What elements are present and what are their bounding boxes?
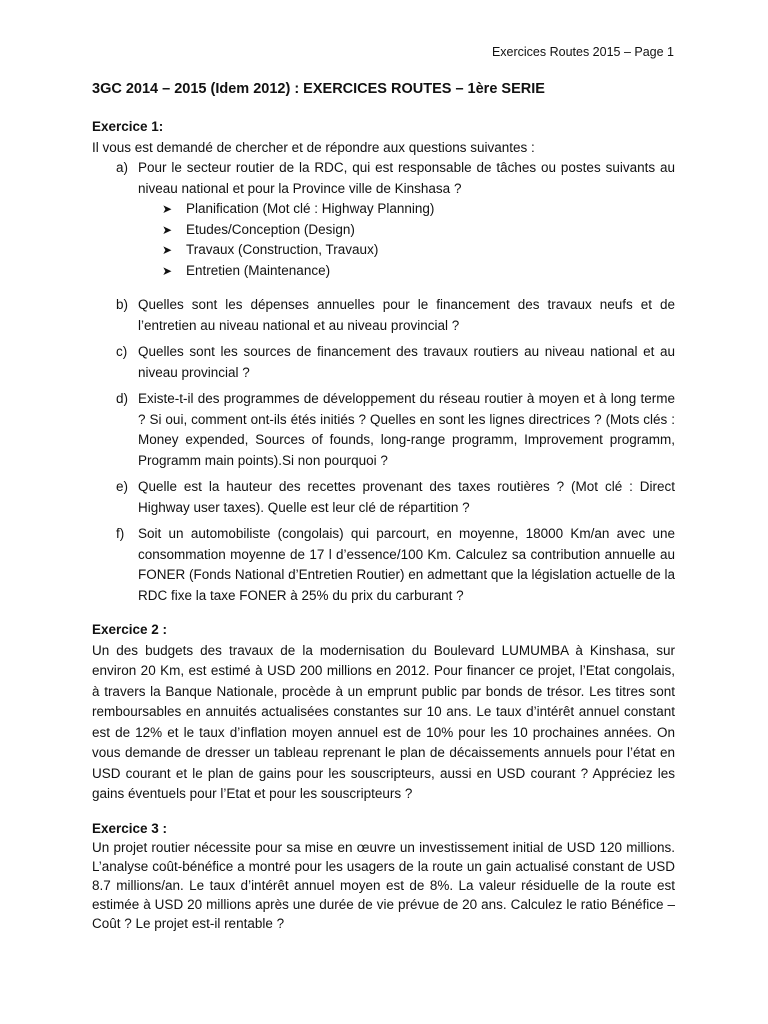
question-label: b) <box>116 297 129 312</box>
question-c <box>92 342 675 383</box>
exercice-1-intro: Il vous est demandé de chercher et de répondre aux questions suivantes : <box>92 139 535 155</box>
document-title: 3GC 2014 – 2015 (Idem 2012) : EXERCICES ROUTES – 1ère SERIE <box>92 81 545 97</box>
arrow-bullet-icon: ➤ <box>162 243 173 257</box>
exercice-3 <box>92 819 675 933</box>
document-body <box>92 79 675 933</box>
question-text: Quelle est la hauteur des recettes provenant des taxes routières ? (Mot clé : Direct Highway user taxes). Quelle est leur clé de répartition ? <box>138 479 675 515</box>
list-item: ➤ Travaux (Construction, Travaux) <box>162 240 675 261</box>
question-e <box>92 477 675 518</box>
question-label: f) <box>116 526 125 541</box>
page-header: Exercices Routes 2015 – Page 1 <box>491 45 674 59</box>
exercice-3-title: Exercice 3 : <box>92 820 168 836</box>
question-label: e) <box>116 479 129 494</box>
question-text: Pour le secteur routier de la RDC, qui est responsable de tâches ou postes suivants au niveau national et pour la Province ville de Kinshasa ? <box>138 160 675 196</box>
arrow-bullet-icon: ➤ <box>162 222 173 237</box>
question-d <box>92 389 675 471</box>
question-text: Quelles sont les sources de financement des travaux routiers au niveau national et au niveau provincial ? <box>138 344 675 380</box>
exercice-2-text: Un des budgets des travaux de la modernisation du Boulevard LUMUMBA à Kinshasa, sur environ 20 Km, est estimé à USD 200 millions en 2012. Pour financer ce projet, l’Etat congolais, à travers la Banque Nationale, procède à un emprunt public par bonds de trésor. Les titres sont remboursables en annuités actualisées constantes sur 10 ans. Le taux d’intérêt annuel constant est de 12% et le taux d’inflation moyen annuel est de 10% pour les 10 prochaines années. On vous demande de dresser un tableau reprenant le plan de décaissements annuels pour l’état en USD courant et le plan de gains pour les souscripteurs, aussi en USD courant ? Appréciez les gains éventuels pour l’Etat et pour les souscripteurs ? <box>92 642 675 801</box>
question-label: c) <box>116 344 128 359</box>
list-item: ➤ Etudes/Conception (Design) <box>162 220 675 241</box>
exercice-2 <box>92 620 675 805</box>
question-text: Quelles sont les dépenses annuelles pour le financement des travaux neufs et de l’entretien au niveau national et au niveau provincial ? <box>138 297 675 333</box>
question-b <box>92 295 675 336</box>
arrow-bullet-icon: ➤ <box>162 202 173 216</box>
list-item: ➤ Entretien (Maintenance) <box>162 261 675 282</box>
question-f <box>92 524 675 606</box>
question-label: d) <box>116 391 129 406</box>
question-a <box>92 158 675 199</box>
exercice-2-title: Exercice 2 : <box>92 622 168 637</box>
question-text: Soit un automobiliste (congolais) qui parcourt, en moyenne, 18000 Km/an avec une consommation moyenne de 17 l d’essence/100 Km. Calculez sa contribution annuelle au FONER (Fonds National d’Entretien Routier) en admettant que la législation actuelle de la RDC fixe la taxe FONER à 25% du prix du carburant ? <box>138 526 675 603</box>
question-label: a) <box>116 160 129 175</box>
arrow-bullet-icon: ➤ <box>162 263 173 278</box>
exercice-1 <box>92 117 675 606</box>
question-a-bullet-list <box>92 199 675 281</box>
exercice-3-text: Un projet routier nécessite pour sa mise en œuvre un investissement initial de USD 120 millions. L’analyse coût-bénéfice a montré pour les usagers de la route un gain actualisé constant de USD 8.7 millions/an. Le taux d’intérêt annuel moyen est de 8%. La valeur résiduelle de la route est estimée à USD 20 millions après une durée de vie prévue de 20 ans. Calculez le ratio Bénéfice – Coût ? Le projet est-il rentable ? <box>92 839 675 931</box>
list-item: ➤ Planification (Mot clé : Highway Planning) <box>162 199 675 220</box>
exercice-1-title: Exercice 1: <box>92 119 164 134</box>
question-text: Existe-t-il des programmes de développement du réseau routier à moyen et à long terme ? Si oui, comment ont-ils étés initiés ? Quelles en sont les lignes directrices ? (Mots clés : Money expended, Sources of founds, long-range programm, Improvement programm, Programm main points).Si non pourquoi ? <box>138 391 675 468</box>
